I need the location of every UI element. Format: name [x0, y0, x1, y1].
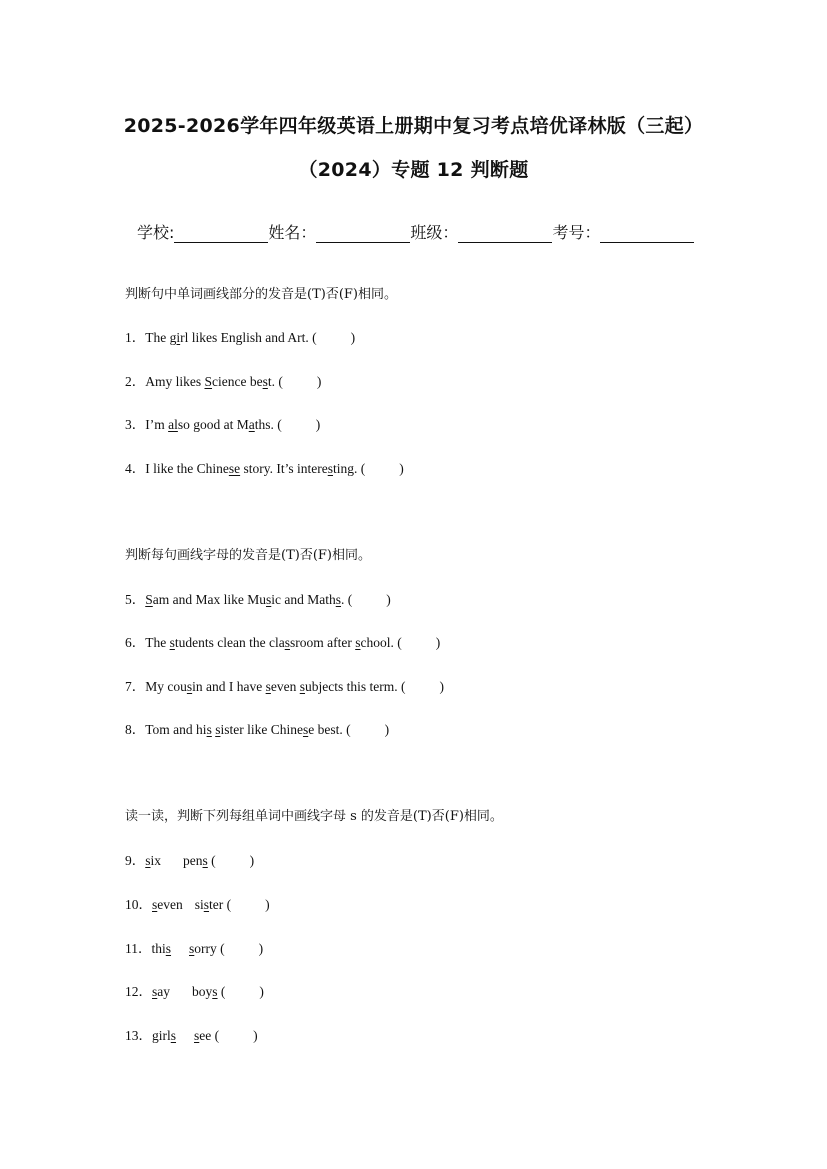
question-text: in and I have: [192, 679, 266, 694]
student-info-row: [137, 220, 694, 243]
underlined-part: s: [194, 1028, 200, 1043]
section3-instruction: 读一读，判断下列每组单词中画线字母 s 的发音是(T)否(F)相同。: [125, 809, 503, 824]
question-text: lish and Art. (: [242, 330, 317, 345]
question-text: The: [145, 635, 170, 650]
underlined-part: s: [327, 461, 333, 476]
answer-paren-close: ): [386, 592, 391, 607]
underlined-part: s: [152, 897, 158, 912]
question-number: 13．: [125, 1028, 152, 1043]
question-text: I like the Chine: [145, 461, 229, 476]
question-number: 1．: [125, 330, 146, 345]
question-text: so good at M: [177, 417, 249, 432]
answer-paren-close: ): [315, 417, 321, 432]
question-8: [125, 718, 389, 738]
answer-paren-open: (: [207, 853, 216, 868]
question-number: 7．: [125, 679, 146, 694]
question-text: I’m: [145, 417, 169, 432]
question-text: ths. (: [254, 417, 282, 432]
class-label: 班级：: [410, 223, 459, 242]
underlined-part: s: [152, 984, 158, 999]
underlined-part: s: [170, 1028, 177, 1043]
underlined-part: s: [203, 897, 210, 912]
section1-instruction: 判断句中单词画线部分的发音是(T)否(F)相同。: [125, 287, 397, 302]
question-text: sroom after: [289, 635, 356, 650]
page-title-line2: （2024）专题 12 判断题: [298, 159, 529, 181]
answer-paren-open: (: [216, 941, 225, 956]
answer-paren-close: ): [350, 330, 356, 345]
school-blank[interactable]: [174, 225, 268, 243]
question-text: The: [145, 330, 170, 345]
question-7: [125, 675, 444, 695]
question-1: [125, 326, 355, 346]
answer-paren-open: (: [211, 1028, 220, 1043]
answer-paren-close: ): [439, 679, 444, 694]
question-5: [125, 588, 391, 608]
underlined-part: s: [355, 635, 361, 650]
question-number: 4．: [125, 461, 146, 476]
underlined-part: s: [262, 374, 268, 389]
question-text: story. It’s intere: [240, 461, 328, 476]
word-text: ter: [209, 897, 224, 912]
question-text: ic and Math: [271, 592, 336, 607]
answer-paren-close: ): [253, 1028, 258, 1043]
name-label: 姓名：: [268, 223, 317, 242]
underlined-part: s: [284, 635, 290, 650]
word-text: ix: [150, 853, 162, 868]
question-text: Tom and hi: [145, 722, 207, 737]
question-4: [125, 457, 404, 477]
question-text: even: [270, 679, 300, 694]
underlined-part: g: [235, 330, 243, 345]
question-text: e best. (: [308, 722, 351, 737]
name-blank[interactable]: [316, 225, 410, 243]
underlined-part: se: [228, 461, 241, 476]
answer-paren-close: ): [399, 461, 404, 476]
question-text: t. (: [267, 374, 283, 389]
underlined-part: s: [215, 722, 221, 737]
answer-paren-close: ): [316, 374, 322, 389]
word-text: thi: [151, 941, 166, 956]
question-text: cience be: [212, 374, 263, 389]
underlined-part: s: [189, 941, 195, 956]
question-number: 5．: [125, 592, 146, 607]
underlined-part: s: [212, 984, 218, 999]
word-text: ay: [157, 984, 171, 999]
page-title-line1: 2025-2026学年四年级英语上册期中复习考点培优译林版（三起）: [123, 115, 704, 137]
question-12: [125, 980, 264, 1000]
question-text: Amy likes: [145, 374, 205, 389]
underlined-part: s: [265, 679, 271, 694]
question-text: ister like Chine: [220, 722, 303, 737]
question-text: chool. (: [360, 635, 402, 650]
question-number: 9．: [125, 853, 146, 868]
underlined-part: s: [202, 853, 208, 868]
underlined-part: S: [145, 592, 153, 607]
question-number: 2．: [125, 374, 146, 389]
question-number: 3．: [125, 417, 146, 432]
underlined-part: s: [299, 679, 306, 694]
answer-paren-close: ): [435, 635, 441, 650]
question-2: [125, 370, 321, 390]
question-number: 12．: [125, 984, 152, 999]
underlined-part: s: [145, 853, 151, 868]
question-number: 6．: [125, 635, 146, 650]
answer-paren-open: (: [217, 984, 226, 999]
question-9: [125, 849, 254, 869]
question-3: [125, 413, 320, 433]
question-text: . (: [341, 592, 353, 607]
word-text: ee: [199, 1028, 212, 1043]
question-text: am and Max like Mu: [152, 592, 266, 607]
question-text: My cou: [145, 679, 187, 694]
question-text: ting. (: [332, 461, 366, 476]
section2-instruction: 判断每句画线字母的发音是(T)否(F)相同。: [125, 548, 371, 563]
question-text: rl likes En: [180, 330, 236, 345]
answer-paren-close: ): [384, 722, 390, 737]
exam-no-blank[interactable]: [600, 225, 694, 243]
question-13: [125, 1024, 258, 1044]
word-text: even: [157, 897, 183, 912]
answer-paren-close: ): [249, 853, 255, 868]
class-blank[interactable]: [458, 225, 552, 243]
underlined-part: s: [206, 722, 212, 737]
underlined-part: S: [204, 374, 213, 389]
question-10: [125, 893, 270, 913]
underlined-part: gi: [169, 330, 181, 345]
school-label: 学校:: [137, 223, 175, 242]
question-number: 11．: [125, 941, 152, 956]
answer-paren-close: ): [259, 984, 264, 999]
word-text: boy: [192, 984, 213, 999]
underlined-part: s: [165, 941, 172, 956]
underlined-part: s: [169, 635, 175, 650]
question-number: 8．: [125, 722, 146, 737]
underlined-part: s: [266, 592, 272, 607]
underlined-part: s: [302, 722, 309, 737]
answer-paren-open: (: [223, 897, 232, 912]
underlined-part: a: [248, 417, 255, 432]
question-number: 10．: [125, 897, 152, 912]
question-6: [125, 631, 440, 651]
underlined-part: s: [335, 592, 342, 607]
question-text: ubjects this term. (: [305, 679, 406, 694]
underlined-part: al: [168, 417, 178, 432]
word-text: girl: [152, 1028, 171, 1043]
word-text: pen: [183, 853, 203, 868]
answer-paren-close: ): [258, 941, 264, 956]
answer-paren-close: ): [265, 897, 270, 912]
question-11: [125, 937, 263, 957]
underlined-part: s: [186, 679, 193, 694]
exam-no-label: 考号：: [552, 223, 601, 242]
question-text: tudents clean the cla: [174, 635, 285, 650]
word-text: orry: [194, 941, 217, 956]
word-text: si: [194, 897, 204, 912]
